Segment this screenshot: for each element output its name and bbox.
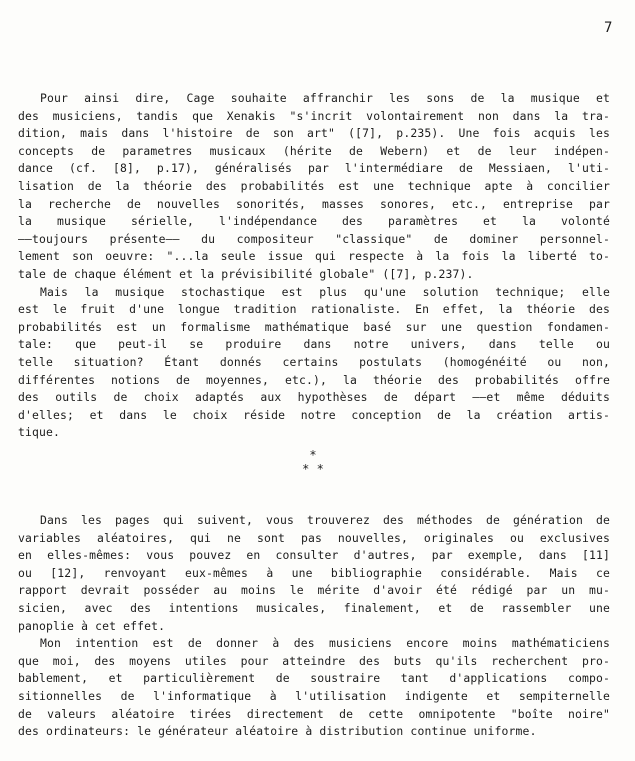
text-line: sicien, avec des intentions musicales, finalement, et de rassembler une bbox=[18, 600, 610, 615]
text-line: tale: que peut-il se produire dans notre univers, dans telle ou bbox=[18, 337, 610, 352]
text-line: variables aléatoires, qui ne sont pas nouvelles, originales ou exclusives bbox=[18, 530, 610, 545]
text-line: ——toujours présente—— du compositeur "classique" de dominer personnel- bbox=[18, 231, 610, 246]
text-line: dance (cf. [8], p.17), généralisés par l'intermédiare de Messiaen, l'uti- bbox=[18, 161, 610, 176]
text-line: Pour ainsi dire, Cage souhaite affranchir les sons de la musique et bbox=[40, 91, 610, 105]
page-number: 7 bbox=[604, 20, 613, 36]
text-line: bablement, et particulièrement de soustraire tant d'applications compo- bbox=[18, 671, 610, 686]
text-block-top bbox=[18, 90, 610, 442]
paragraph-stochastic bbox=[18, 284, 610, 442]
text-line: Dans les pages qui suivent, vous trouverez des méthodes de génération de bbox=[40, 513, 610, 527]
text-line: différentes notions de moyennes, etc.), la théorie des probabilités offre bbox=[18, 372, 610, 387]
text-line: tique. bbox=[18, 425, 61, 440]
text-line: probabilités est un formalisme mathématique basé sur une question fondamen- bbox=[18, 319, 610, 334]
text-line: ou [12], renvoyant eux-mêmes à une bibliographie considérable. Mais ce bbox=[18, 565, 610, 580]
paragraph-cage-xenakis bbox=[18, 90, 610, 284]
text-line: des musiciens, tandis que Xenakis "s'incrit volontairement non dans la tra- bbox=[18, 108, 610, 123]
asterism-separator bbox=[288, 448, 338, 476]
text-line: lement son oeuvre: "...la seule issue qui respecte à la fois la liberté to- bbox=[18, 249, 610, 264]
text-line: est le fruit d'une longue tradition rationaliste. En effet, la théorie des bbox=[18, 302, 610, 317]
text-line: sitionnelles de l'informatique à l'utilisation indigente et sempiternelle bbox=[18, 688, 610, 703]
text-line: des outils de choix adaptés aux hypothèses de départ ——et même déduits bbox=[18, 390, 610, 405]
text-line: lisation de la théorie des probabilités est une technique apte à concilier bbox=[18, 178, 610, 193]
text-block-bottom bbox=[18, 512, 610, 741]
text-line: concepts de parametres musicaux (hérite de Webern) et de leur indépen- bbox=[18, 143, 610, 158]
text-line: la musique sérielle, l'indépendance des paramètres et la volonté bbox=[18, 214, 610, 229]
text-line: dition, mais dans l'histoire de son art" ([7], p.235). Une fois acquis les bbox=[18, 126, 610, 141]
text-line: tale de chaque élément et la prévisibilité globale" ([7], p.237). bbox=[18, 266, 474, 281]
text-line: de valeurs aléatoire tirées directement de cette omnipotente "boîte noire" bbox=[18, 706, 610, 721]
text-line: telle situation? Étant donnés certains postulats (homogénéité ou non, bbox=[18, 354, 610, 369]
asterism-bottom: * * bbox=[302, 462, 324, 476]
text-line: que moi, des moyens utiles pour atteindre des buts qu'ils recherchent pro- bbox=[18, 653, 610, 668]
text-line: en elles-mêmes: vous pouvez en consulter d'autres, par exemple, dans [11] bbox=[18, 548, 610, 563]
text-line: Mon intention est de donner à des musiciens encore moins mathématiciens bbox=[40, 636, 610, 651]
text-line: panoplie à cet effet. bbox=[18, 618, 166, 633]
paragraph-intention bbox=[18, 635, 610, 741]
paragraph-methods bbox=[18, 512, 610, 635]
text-line: rapport devrait posséder au moins le mérite d'avoir été rédigé par un mu- bbox=[18, 583, 610, 598]
text-line: Mais la musique stochastique est plus qu'une solution technique; elle bbox=[40, 284, 610, 299]
text-line: des ordinateurs: le générateur aléatoire à distribution continue uniforme. bbox=[18, 724, 537, 739]
asterism-top: * bbox=[309, 448, 317, 462]
text-line: d'elles; et dans le choix réside notre conception de la création artis- bbox=[18, 407, 610, 422]
text-line: la recherche de nouvelles sonorités, masses sonores, etc., entreprise par bbox=[18, 196, 610, 211]
